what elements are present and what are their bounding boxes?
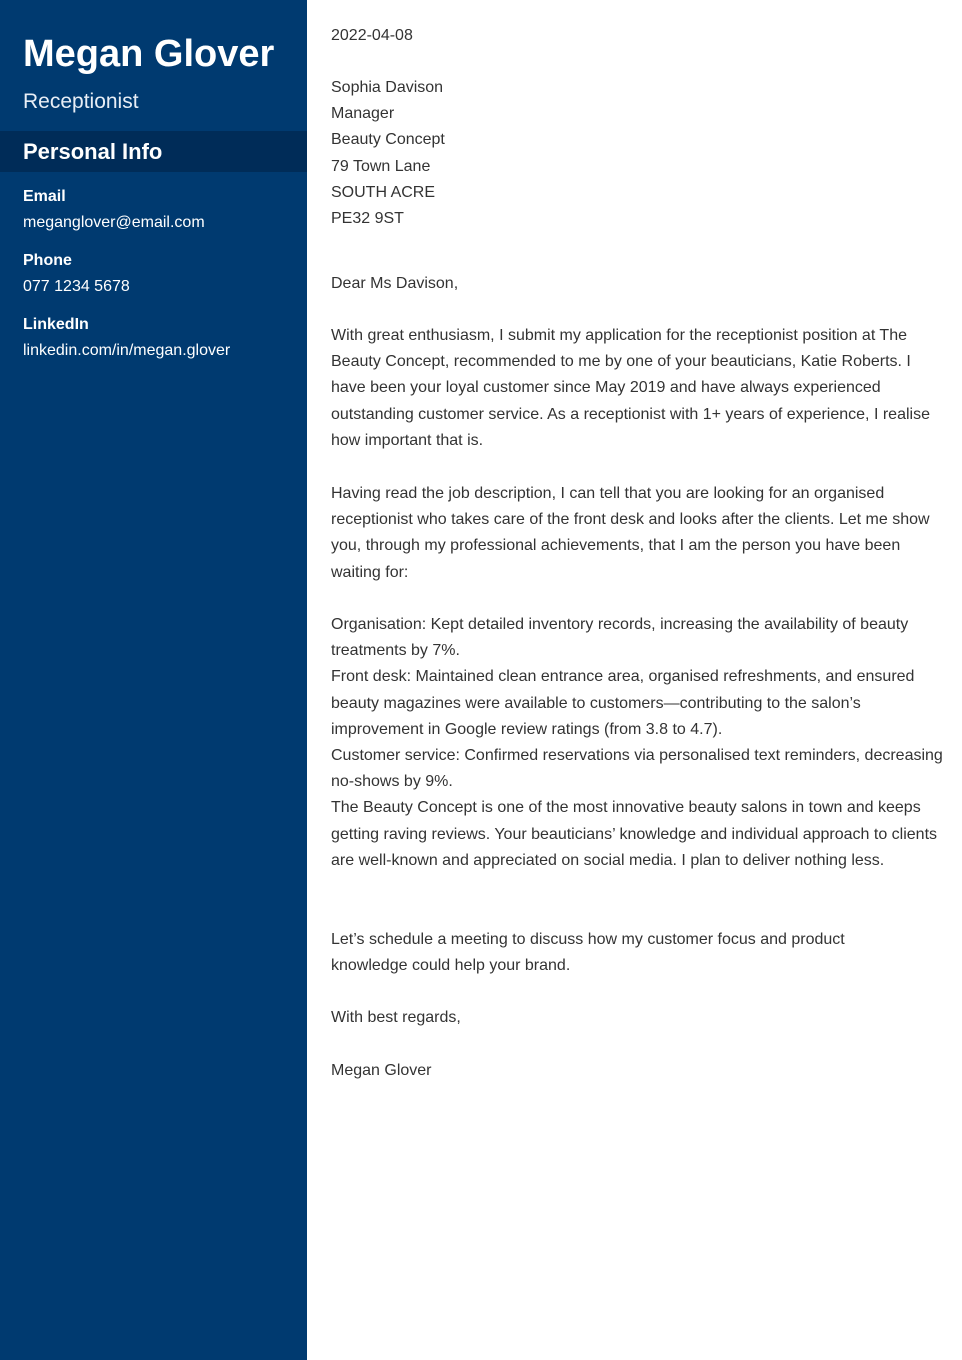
letter-date: 2022-04-08 bbox=[331, 27, 413, 44]
achievement-item: Organisation: Kept detailed inventory records, increasing the availability of beauty treatments by 7%. bbox=[331, 616, 909, 660]
achievement-item: The Beauty Concept is one of the most innovative beauty salons in town and keeps getting raving reviews. Your beauticians’ knowledge and individual approach to clients are well-known and appreciated on social media. I plan to deliver nothing less. bbox=[331, 799, 938, 869]
sidebar bbox=[0, 0, 307, 1360]
applicant-name: Megan Glover bbox=[23, 33, 275, 75]
recipient-block bbox=[331, 75, 943, 232]
closing-paragraph: Let’s schedule a meeting to discuss how my customer focus and product knowledge could help your brand. bbox=[331, 931, 845, 975]
recipient-name: Sophia Davison bbox=[331, 79, 444, 96]
applicant-role: Receptionist bbox=[23, 90, 139, 113]
email-label: Email bbox=[23, 188, 66, 205]
recipient-street: 79 Town Lane bbox=[331, 157, 431, 175]
phone-label: Phone bbox=[23, 252, 72, 269]
achievements-list bbox=[331, 612, 943, 874]
salutation: Dear Ms Davison, bbox=[331, 275, 459, 292]
linkedin-value[interactable]: linkedin.com/in/megan.glover bbox=[23, 342, 231, 359]
phone-value[interactable]: 077 1234 5678 bbox=[23, 278, 130, 295]
achievement-item: Customer service: Confirmed reservations via personalised text reminders, decreasing no-shows by 9%. bbox=[331, 747, 943, 791]
linkedin-label: LinkedIn bbox=[23, 316, 89, 333]
recipient-company: Beauty Concept bbox=[331, 131, 445, 149]
recipient-title: Manager bbox=[331, 105, 395, 123]
achievement-item: Front desk: Maintained clean entrance area, organised refreshments, and ensured beauty magazines were available to customers—contributing to the salon’s improvement in Google review ratings (from 3.8 to 4.7). bbox=[331, 668, 915, 738]
recipient-city: SOUTH ACRE bbox=[331, 183, 436, 201]
signature: Megan Glover bbox=[331, 1062, 432, 1079]
intro-paragraph: With great enthusiasm, I submit my application for the receptionist position at The Beauty Concept, recommended to me by one of your beauticians, Katie Roberts. I have been your loyal customer since May 2019 and have always experienced outstanding customer service. As a receptionist with 1+ years of experience, I realise how important that is. bbox=[331, 327, 930, 449]
email-value[interactable]: meganglover@email.com bbox=[23, 214, 205, 231]
sign-off: With best regards, bbox=[331, 1009, 461, 1026]
personal-info-header bbox=[0, 131, 307, 172]
section-title: Personal Info bbox=[23, 139, 163, 164]
body-paragraph: Having read the job description, I can tell that you are looking for an organised receptionist who takes care of the front desk and looks after the clients. Let me show you, through my professional achievements, that I am the person you have been waiting for: bbox=[331, 485, 930, 581]
recipient-postcode: PE32 9ST bbox=[331, 210, 404, 228]
